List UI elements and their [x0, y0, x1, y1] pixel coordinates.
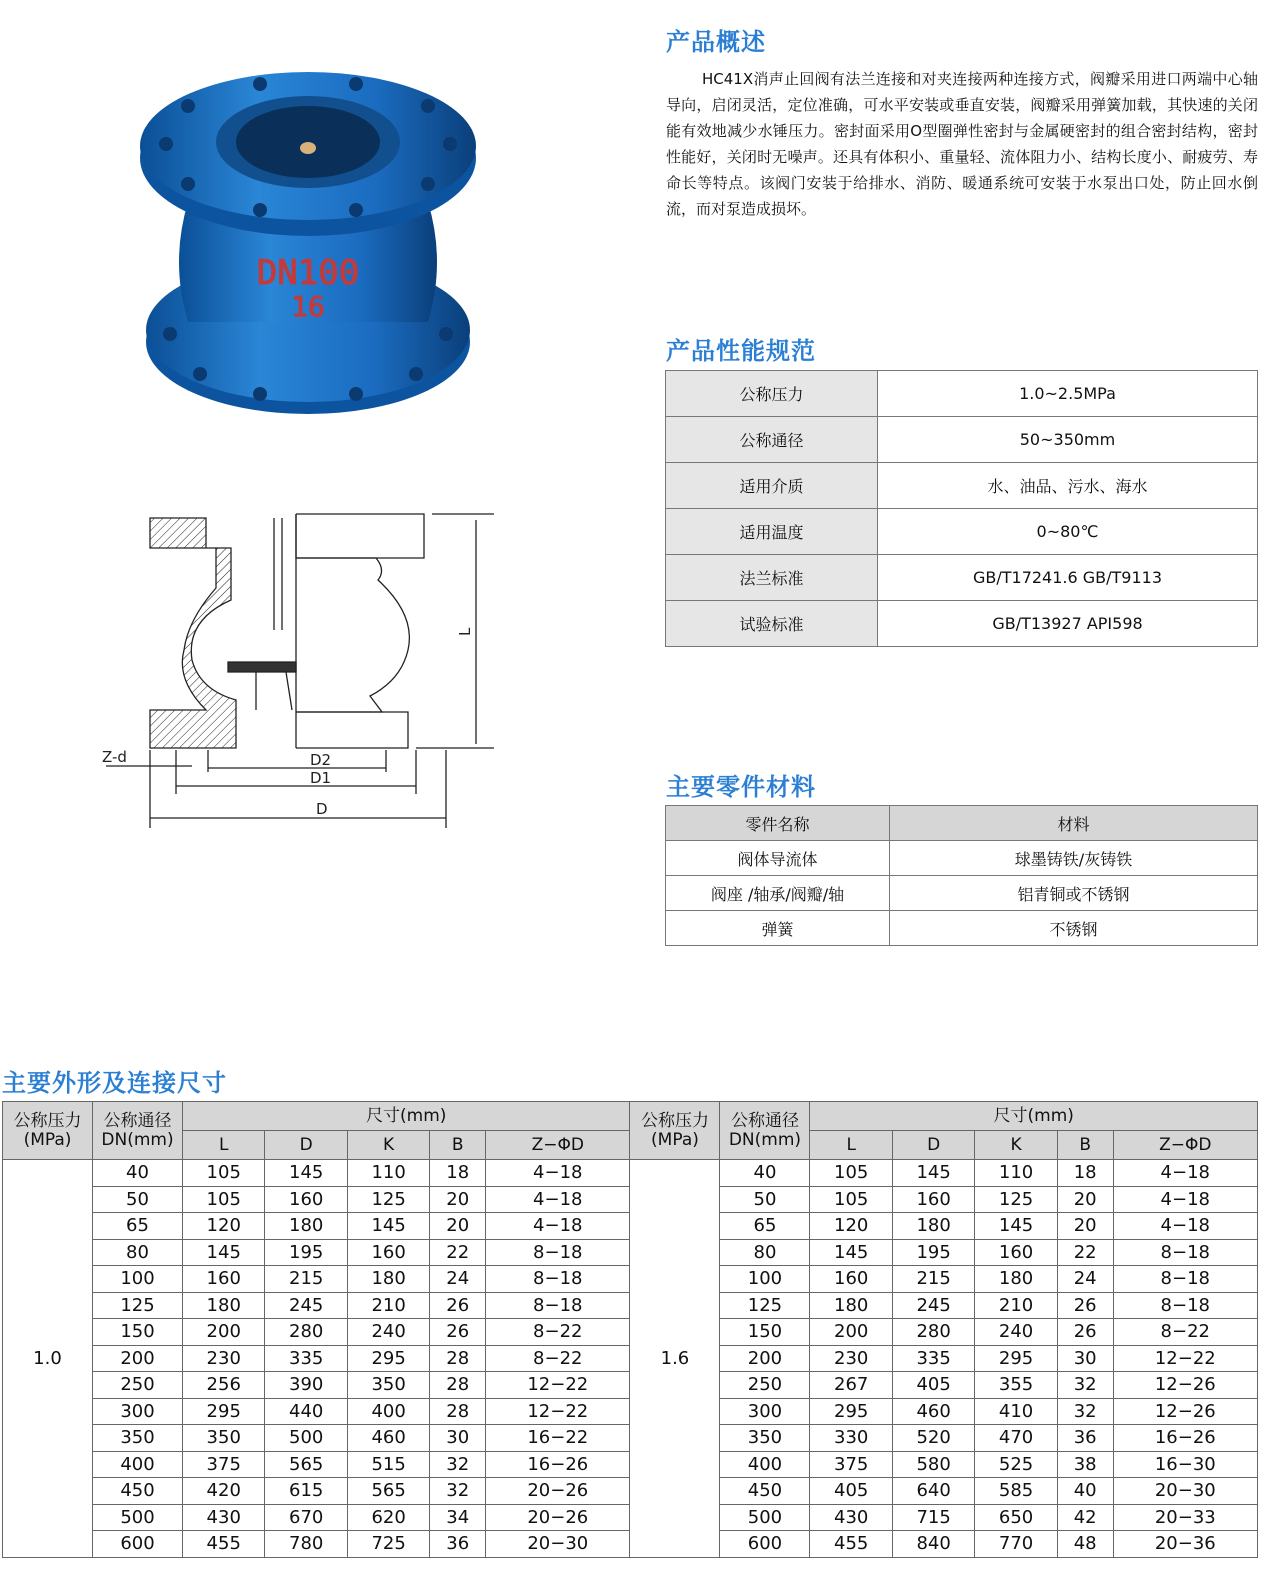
table-cell: 267 [810, 1372, 892, 1399]
dim-d2-label: D2 [310, 751, 332, 769]
header-col: L [810, 1131, 892, 1160]
table-cell: 335 [892, 1345, 974, 1372]
table-cell: 8−18 [486, 1239, 630, 1266]
table-cell: 12−22 [1113, 1345, 1257, 1372]
table-cell: 500 [720, 1504, 810, 1531]
table-cell: 28 [430, 1398, 486, 1425]
table-cell: 20−26 [486, 1504, 630, 1531]
table-cell: 26 [1057, 1319, 1113, 1346]
table-cell: 400 [93, 1451, 183, 1478]
table-cell: 256 [183, 1372, 265, 1399]
dim-d1-label: D1 [310, 769, 332, 787]
table-cell: 770 [975, 1531, 1057, 1558]
table-cell: 295 [183, 1398, 265, 1425]
table-cell: 26 [1057, 1292, 1113, 1319]
table-cell: 24 [430, 1266, 486, 1293]
table-cell: 295 [810, 1398, 892, 1425]
table-cell: 8−18 [1113, 1239, 1257, 1266]
table-cell: 12−22 [486, 1398, 630, 1425]
table-cell: 670 [265, 1504, 347, 1531]
header-col: Z−ΦD [1113, 1131, 1257, 1160]
table-cell: 80 [93, 1239, 183, 1266]
table-cell: 20−33 [1113, 1504, 1257, 1531]
table-cell: 8−18 [1113, 1292, 1257, 1319]
dimensions-table [2, 1101, 1258, 1558]
valve-section-drawing [96, 500, 506, 840]
specs-title: 产品性能规范 [666, 337, 816, 365]
table-cell: 150 [93, 1319, 183, 1346]
header-col: L [183, 1131, 265, 1160]
table-row [666, 601, 1258, 647]
header-col: B [430, 1131, 486, 1160]
table-cell: 350 [347, 1372, 429, 1399]
table-cell: 125 [93, 1292, 183, 1319]
table-cell: 240 [347, 1319, 429, 1346]
table-cell: 600 [93, 1531, 183, 1558]
table-cell: 40 [93, 1160, 183, 1187]
spec-label: 试验标准 [666, 601, 878, 647]
header-pressure: 公称压力 (MPa) [630, 1102, 720, 1160]
table-cell: 515 [347, 1451, 429, 1478]
table-cell: 32 [430, 1451, 486, 1478]
header-dn: 公称通径 DN(mm) [93, 1102, 183, 1160]
spec-value: 0~80℃ [878, 509, 1258, 555]
table-cell: 12−22 [486, 1372, 630, 1399]
table-cell: 460 [892, 1398, 974, 1425]
table-cell: 22 [1057, 1239, 1113, 1266]
table-cell: 160 [183, 1266, 265, 1293]
table-row [3, 1160, 1258, 1187]
table-cell: 355 [975, 1372, 1057, 1399]
table-row [666, 911, 1258, 946]
table-cell: 240 [975, 1319, 1057, 1346]
table-cell: 160 [265, 1186, 347, 1213]
table-cell: 405 [892, 1372, 974, 1399]
table-cell: 580 [892, 1451, 974, 1478]
table-cell: 24 [1057, 1266, 1113, 1293]
table-cell: 110 [975, 1160, 1057, 1187]
table-cell: 20 [430, 1186, 486, 1213]
table-row [666, 509, 1258, 555]
header-material: 材料 [890, 806, 1258, 841]
table-cell: 4−18 [486, 1213, 630, 1240]
table-cell: 200 [93, 1345, 183, 1372]
pressure-cell: 1.6 [630, 1160, 720, 1558]
table-cell: 215 [265, 1266, 347, 1293]
table-cell: 565 [347, 1478, 429, 1505]
table-header-row [666, 806, 1258, 841]
table-cell: 4−18 [486, 1186, 630, 1213]
table-cell: 250 [93, 1372, 183, 1399]
table-cell: 34 [430, 1504, 486, 1531]
overview-text: HC41X消声止回阀有法兰连接和对夹连接两种连接方式，阀瓣采用进口两端中心轴导向，启闭灵活，定位准确，可水平安装或垂直安装，阀瓣采用弹簧加载，其快速的关闭能有效地减少水锤压力。密封面采用O型圈弹性密封与金属硬密封的组合密封结构，密封性能好，关闭时无噪声。还具有体积小、重量轻、流体阻力小、结构长度小、耐疲劳、寿命长等特点。该阀门安装于给排水、消防、暖通系统可安装于水泵出口处，防止回水倒流，而对泵造成损坏。 [666, 70, 1258, 218]
table-cell: 160 [810, 1266, 892, 1293]
spec-value: 水、油品、污水、海水 [878, 463, 1258, 509]
table-cell: 565 [265, 1451, 347, 1478]
table-cell: 450 [93, 1478, 183, 1505]
table-cell: 335 [265, 1345, 347, 1372]
table-cell: 230 [810, 1345, 892, 1372]
table-cell: 245 [892, 1292, 974, 1319]
table-cell: 105 [183, 1186, 265, 1213]
table-cell: 105 [810, 1186, 892, 1213]
table-cell: 470 [975, 1425, 1057, 1452]
part-name: 弹簧 [666, 911, 890, 946]
table-cell: 65 [93, 1213, 183, 1240]
table-cell: 4−18 [486, 1160, 630, 1187]
table-cell: 160 [347, 1239, 429, 1266]
valve-photo [140, 72, 485, 417]
table-cell: 460 [347, 1425, 429, 1452]
table-cell: 615 [265, 1478, 347, 1505]
table-cell: 145 [265, 1160, 347, 1187]
table-cell: 110 [347, 1160, 429, 1187]
table-cell: 4−18 [1113, 1213, 1257, 1240]
table-row [666, 371, 1258, 417]
table-cell: 18 [430, 1160, 486, 1187]
table-cell: 300 [720, 1398, 810, 1425]
table-cell: 20−30 [486, 1531, 630, 1558]
table-cell: 145 [975, 1213, 1057, 1240]
table-cell: 455 [183, 1531, 265, 1558]
spec-label: 公称压力 [666, 371, 878, 417]
table-cell: 375 [183, 1451, 265, 1478]
table-cell: 600 [720, 1531, 810, 1558]
table-cell: 32 [430, 1478, 486, 1505]
table-cell: 120 [810, 1213, 892, 1240]
table-cell: 450 [720, 1478, 810, 1505]
table-cell: 430 [810, 1504, 892, 1531]
table-cell: 500 [93, 1504, 183, 1531]
table-cell: 4−18 [1113, 1186, 1257, 1213]
dim-zd-label: Z-d [102, 748, 127, 766]
table-cell: 4−18 [1113, 1160, 1257, 1187]
dim-d-label: D [316, 800, 328, 818]
parts-table [665, 805, 1258, 946]
table-cell: 150 [720, 1319, 810, 1346]
table-cell: 80 [720, 1239, 810, 1266]
table-cell: 245 [265, 1292, 347, 1319]
table-header-row [3, 1102, 1258, 1131]
table-cell: 405 [810, 1478, 892, 1505]
table-cell: 20−36 [1113, 1531, 1257, 1558]
table-cell: 40 [720, 1160, 810, 1187]
table-cell: 28 [430, 1345, 486, 1372]
table-cell: 12−26 [1113, 1372, 1257, 1399]
spec-value: GB/T13927 API598 [878, 601, 1258, 647]
table-row [666, 876, 1258, 911]
header-size: 尺寸(mm) [183, 1102, 630, 1131]
table-cell: 180 [347, 1266, 429, 1293]
table-cell: 200 [183, 1319, 265, 1346]
table-cell: 30 [1057, 1345, 1113, 1372]
table-cell: 50 [93, 1186, 183, 1213]
table-cell: 20 [430, 1213, 486, 1240]
table-cell: 28 [430, 1372, 486, 1399]
table-cell: 210 [975, 1292, 1057, 1319]
table-cell: 650 [975, 1504, 1057, 1531]
header-part-name: 零件名称 [666, 806, 890, 841]
table-cell: 215 [892, 1266, 974, 1293]
header-col: D [265, 1131, 347, 1160]
table-cell: 145 [810, 1239, 892, 1266]
table-cell: 280 [892, 1319, 974, 1346]
table-cell: 500 [265, 1425, 347, 1452]
table-cell: 32 [1057, 1398, 1113, 1425]
table-cell: 525 [975, 1451, 1057, 1478]
table-cell: 250 [720, 1372, 810, 1399]
table-cell: 12−26 [1113, 1398, 1257, 1425]
table-cell: 195 [265, 1239, 347, 1266]
part-material: 铝青铜或不锈钢 [890, 876, 1258, 911]
dn-marking: DN100 [256, 253, 360, 293]
table-cell: 200 [720, 1345, 810, 1372]
table-cell: 725 [347, 1531, 429, 1558]
dim-l-label: L [456, 627, 474, 636]
part-material: 球墨铸铁/灰铸铁 [890, 841, 1258, 876]
table-cell: 40 [1057, 1478, 1113, 1505]
spec-label: 公称通径 [666, 417, 878, 463]
table-cell: 105 [183, 1160, 265, 1187]
table-cell: 145 [347, 1213, 429, 1240]
header-size: 尺寸(mm) [810, 1102, 1258, 1131]
spec-value: 50~350mm [878, 417, 1258, 463]
table-cell: 200 [810, 1319, 892, 1346]
table-cell: 440 [265, 1398, 347, 1425]
header-col: D [892, 1131, 974, 1160]
table-cell: 145 [892, 1160, 974, 1187]
table-cell: 16−26 [486, 1451, 630, 1478]
table-cell: 22 [430, 1239, 486, 1266]
header-col: B [1057, 1131, 1113, 1160]
table-cell: 715 [892, 1504, 974, 1531]
spec-value: 1.0~2.5MPa [878, 371, 1258, 417]
table-cell: 295 [975, 1345, 1057, 1372]
header-col: Z−ΦD [486, 1131, 630, 1160]
table-cell: 36 [1057, 1425, 1113, 1452]
table-cell: 125 [975, 1186, 1057, 1213]
table-cell: 180 [810, 1292, 892, 1319]
table-cell: 160 [892, 1186, 974, 1213]
header-dn: 公称通径 DN(mm) [720, 1102, 810, 1160]
table-cell: 180 [892, 1213, 974, 1240]
table-cell: 230 [183, 1345, 265, 1372]
table-cell: 32 [1057, 1372, 1113, 1399]
table-cell: 520 [892, 1425, 974, 1452]
table-cell: 375 [810, 1451, 892, 1478]
table-cell: 350 [720, 1425, 810, 1452]
pressure-cell: 1.0 [3, 1160, 93, 1558]
spec-label: 适用介质 [666, 463, 878, 509]
table-cell: 26 [430, 1319, 486, 1346]
table-row [666, 417, 1258, 463]
table-cell: 180 [265, 1213, 347, 1240]
spec-label: 适用温度 [666, 509, 878, 555]
table-cell: 125 [347, 1186, 429, 1213]
table-cell: 350 [93, 1425, 183, 1452]
table-cell: 36 [430, 1531, 486, 1558]
table-cell: 26 [430, 1292, 486, 1319]
table-cell: 780 [265, 1531, 347, 1558]
table-cell: 585 [975, 1478, 1057, 1505]
table-cell: 180 [975, 1266, 1057, 1293]
table-cell: 16−22 [486, 1425, 630, 1452]
table-row [666, 841, 1258, 876]
dims-title: 主要外形及连接尺寸 [2, 1069, 227, 1097]
table-cell: 8−22 [486, 1345, 630, 1372]
spec-label: 法兰标准 [666, 555, 878, 601]
table-cell: 350 [183, 1425, 265, 1452]
table-cell: 20−26 [486, 1478, 630, 1505]
table-cell: 840 [892, 1531, 974, 1558]
table-cell: 105 [810, 1160, 892, 1187]
table-cell: 8−18 [486, 1266, 630, 1293]
table-cell: 120 [183, 1213, 265, 1240]
table-cell: 8−22 [1113, 1319, 1257, 1346]
table-cell: 430 [183, 1504, 265, 1531]
table-cell: 38 [1057, 1451, 1113, 1478]
dimensions-body [3, 1160, 1258, 1558]
specs-table [665, 370, 1258, 647]
table-cell: 42 [1057, 1504, 1113, 1531]
table-cell: 195 [892, 1239, 974, 1266]
table-cell: 65 [720, 1213, 810, 1240]
table-cell: 18 [1057, 1160, 1113, 1187]
table-cell: 620 [347, 1504, 429, 1531]
table-cell: 20 [1057, 1213, 1113, 1240]
table-cell: 100 [720, 1266, 810, 1293]
table-cell: 280 [265, 1319, 347, 1346]
table-cell: 330 [810, 1425, 892, 1452]
parts-title: 主要零件材料 [666, 773, 816, 801]
header-col: K [347, 1131, 429, 1160]
table-cell: 145 [183, 1239, 265, 1266]
table-cell: 8−18 [1113, 1266, 1257, 1293]
part-name: 阀座 /轴承/阀瓣/轴 [666, 876, 890, 911]
table-row [666, 463, 1258, 509]
table-cell: 48 [1057, 1531, 1113, 1558]
table-cell: 125 [720, 1292, 810, 1319]
table-cell: 16−30 [1113, 1451, 1257, 1478]
part-name: 阀体导流体 [666, 841, 890, 876]
header-pressure: 公称压力 (MPa) [3, 1102, 93, 1160]
table-cell: 50 [720, 1186, 810, 1213]
overview-title: 产品概述 [666, 28, 766, 56]
table-cell: 160 [975, 1239, 1057, 1266]
table-cell: 390 [265, 1372, 347, 1399]
table-cell: 410 [975, 1398, 1057, 1425]
pressure-marking: 16 [291, 290, 325, 323]
header-col: K [975, 1131, 1057, 1160]
table-row [666, 555, 1258, 601]
table-cell: 300 [93, 1398, 183, 1425]
table-cell: 20 [1057, 1186, 1113, 1213]
table-cell: 100 [93, 1266, 183, 1293]
spec-value: GB/T17241.6 GB/T9113 [878, 555, 1258, 601]
part-material: 不锈钢 [890, 911, 1258, 946]
table-cell: 20−30 [1113, 1478, 1257, 1505]
table-cell: 400 [720, 1451, 810, 1478]
table-cell: 295 [347, 1345, 429, 1372]
table-cell: 210 [347, 1292, 429, 1319]
table-cell: 8−18 [486, 1292, 630, 1319]
table-cell: 420 [183, 1478, 265, 1505]
table-cell: 30 [430, 1425, 486, 1452]
table-cell: 455 [810, 1531, 892, 1558]
table-cell: 16−26 [1113, 1425, 1257, 1452]
table-cell: 8−22 [486, 1319, 630, 1346]
table-cell: 640 [892, 1478, 974, 1505]
table-cell: 400 [347, 1398, 429, 1425]
table-cell: 180 [183, 1292, 265, 1319]
